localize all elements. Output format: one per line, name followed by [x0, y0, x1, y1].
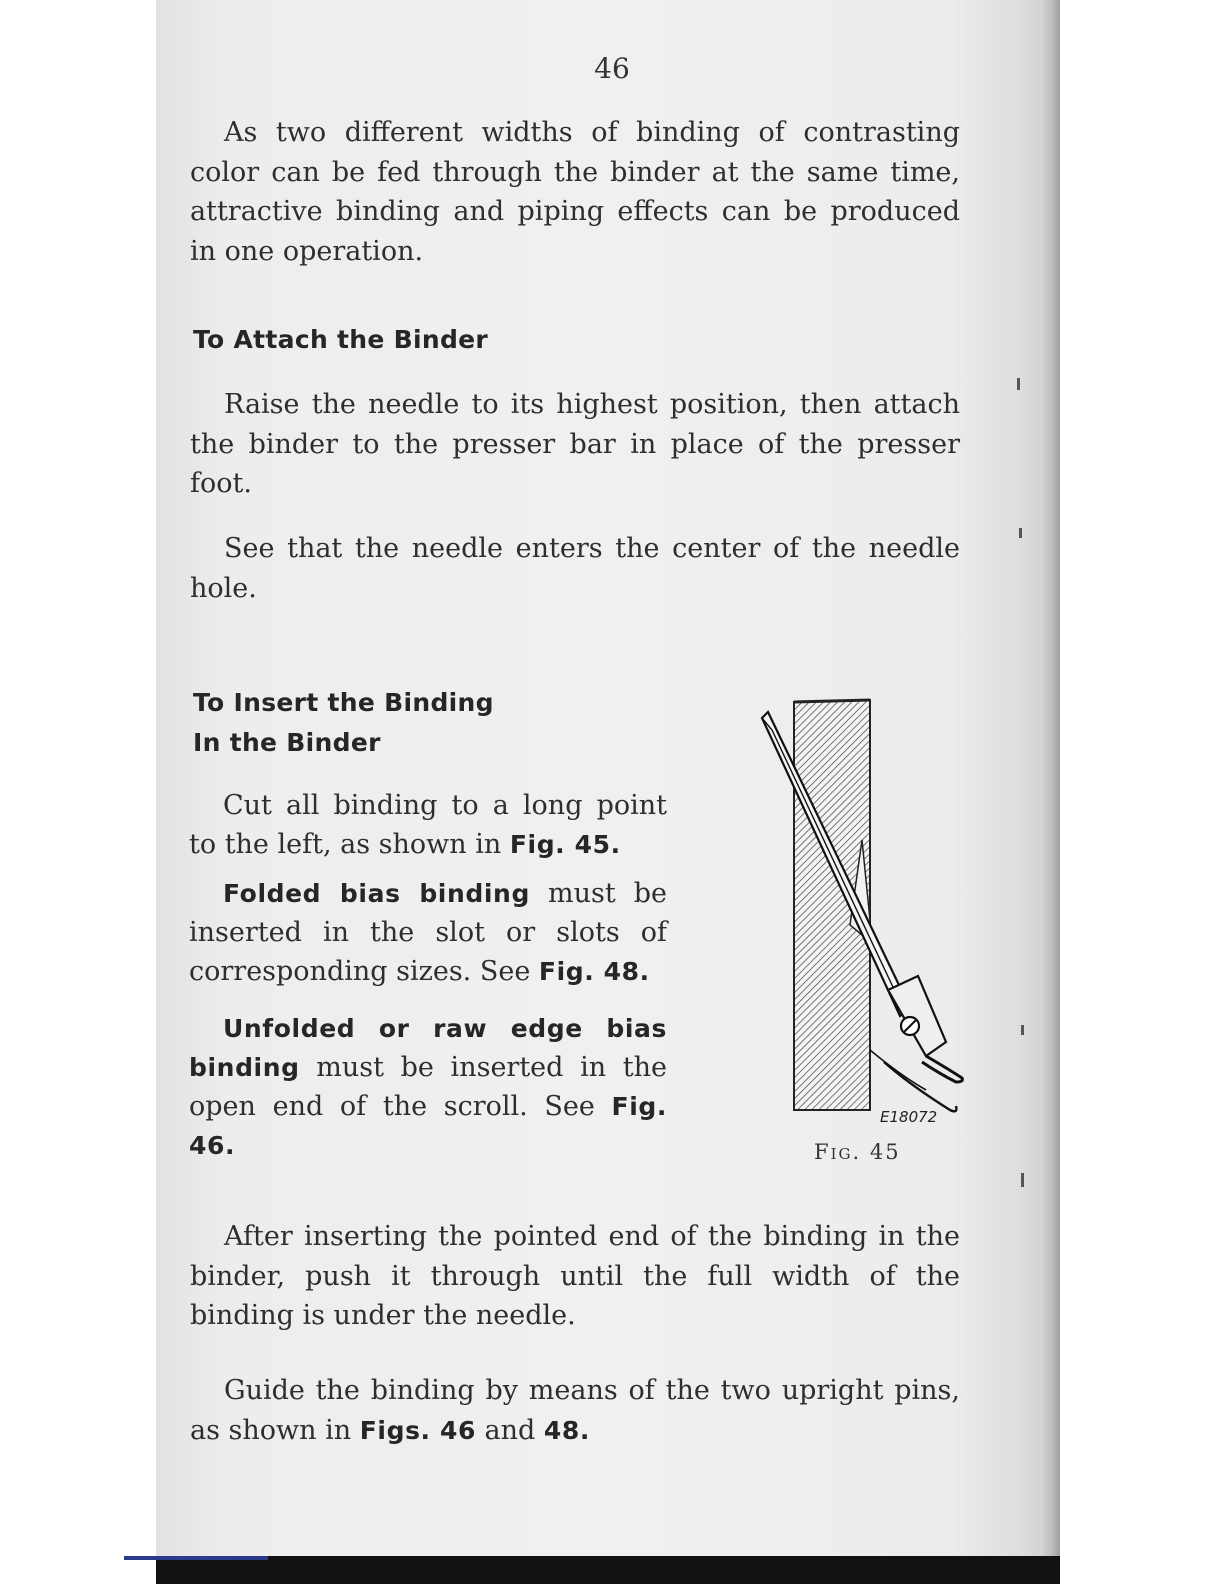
insert-heading: To Insert the Binding In the Binder — [193, 688, 494, 757]
fig-46-guide-reference: Figs. 46 — [359, 1415, 476, 1445]
intro-paragraph: As two different widths of binding of contrasting color can be fed through the binder at the same time, attractive binding and piping effects can be produced in one operation. — [190, 117, 960, 267]
fig-46-reference: Fig. 46. — [189, 1092, 667, 1160]
folded-paragraph: Folded bias binding must be inserted in the slot or slots of corresponding sizes. See Fig. 48. — [189, 878, 667, 987]
attach-heading: To Attach the Binder — [193, 325, 489, 354]
fig-45-reference: Fig. 45. — [509, 830, 621, 859]
edge-mark — [1019, 528, 1022, 538]
attach-paragraph-1: Raise the needle to its highest position, then attach the binder to the presser bar in place of the presser foot. — [190, 389, 960, 499]
cut-paragraph: Cut all binding to a long point to the left, as shown in Fig. 45. — [189, 790, 667, 860]
folded-bias-term: Folded bias binding — [223, 879, 530, 908]
edge-mark — [1021, 1025, 1024, 1035]
after-paragraph: After inserting the pointed end of the binding in the binder, push it through until the full width of the binding is under the needle. — [190, 1221, 960, 1331]
fig-48-guide-reference: 48. — [543, 1415, 590, 1445]
fig-48-reference: Fig. 48. — [538, 957, 650, 986]
figure-45-illustration — [750, 690, 980, 1140]
figure-code-label: E18072 — [880, 1108, 938, 1126]
scan-bottom-border — [156, 1556, 1060, 1584]
unfolded-bias-term: Unfolded or raw edge bias binding — [189, 1014, 667, 1082]
edge-mark — [1017, 378, 1020, 390]
unfolded-paragraph: Unfolded or raw edge bias binding must be inserted in the open end of the scroll. See Fig. 46. — [189, 1014, 667, 1160]
guide-paragraph: Guide the binding by means of the two upright pins, as shown in Figs. 46 and 48. — [190, 1375, 960, 1446]
figure-caption: Fig. 45 — [814, 1140, 901, 1164]
scan-bottom-accent — [124, 1556, 268, 1560]
edge-mark — [1021, 1173, 1024, 1187]
attach-paragraph-2: See that the needle enters the center of the needle hole. — [190, 533, 960, 604]
page-edge-shadow — [1040, 0, 1060, 1584]
page-number: 46 — [594, 52, 630, 85]
